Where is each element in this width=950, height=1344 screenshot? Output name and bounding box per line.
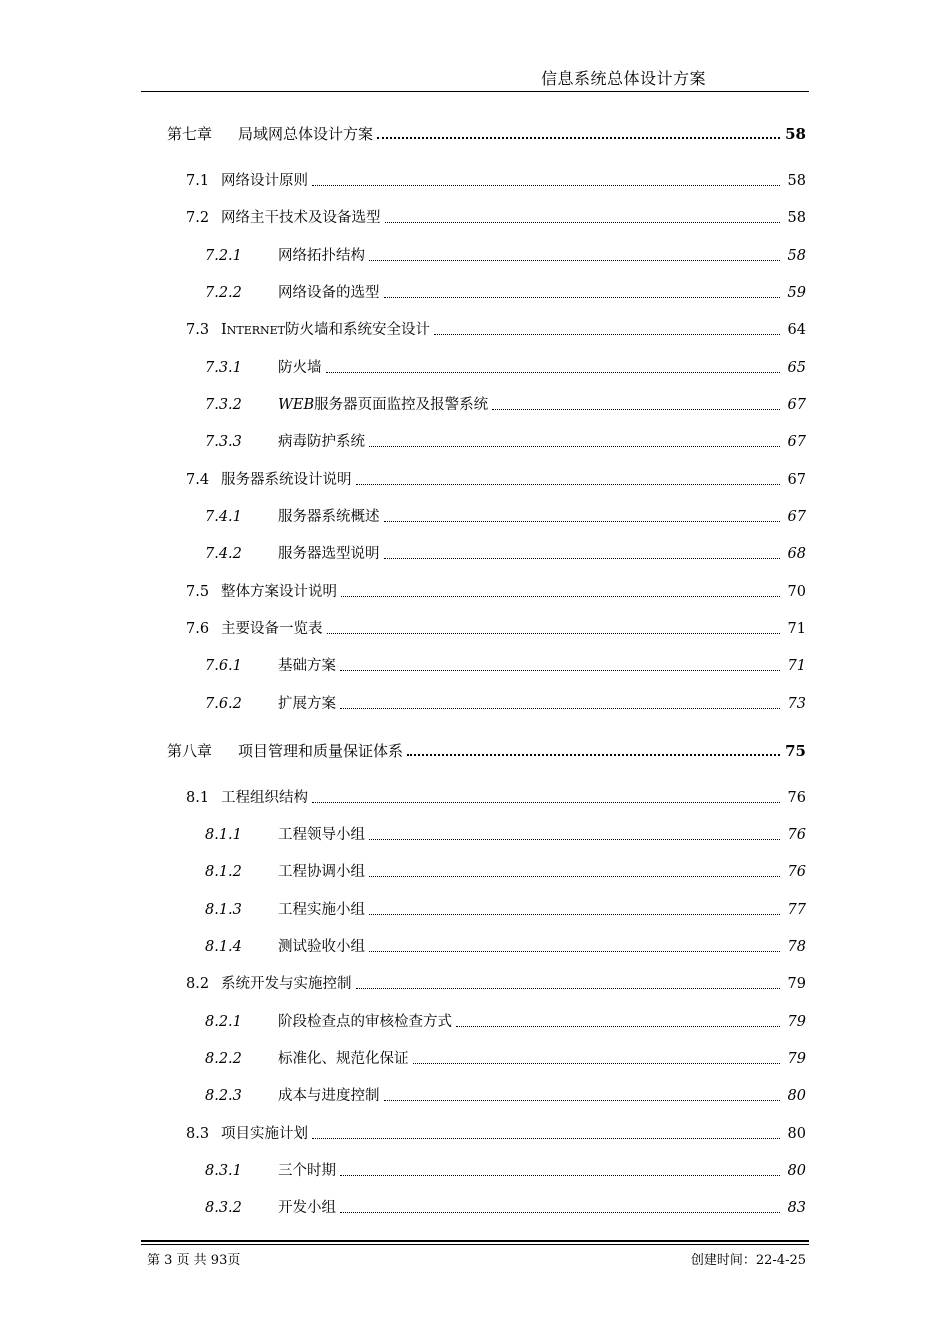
toc-entry-number: 8.1.1 xyxy=(205,827,242,843)
toc-dot-leader xyxy=(312,162,780,186)
toc-entry-title xyxy=(278,654,336,678)
toc-entry-title xyxy=(278,692,336,716)
toc-entry-number: 7.2 xyxy=(186,210,210,226)
toc-entry-title-smallcaps: NTERNET xyxy=(226,324,285,337)
toc-entry-page-number: 80 xyxy=(787,1126,806,1142)
footer-rule xyxy=(141,1240,809,1242)
toc-entry-title xyxy=(221,580,337,604)
toc-entry-page-number: 80 xyxy=(787,1163,806,1179)
toc-subsection-entry[interactable] xyxy=(0,244,950,268)
toc-entry-page-number: 65 xyxy=(787,360,806,376)
toc-entry-title-text: 项目实施计划 xyxy=(221,1126,308,1142)
toc-dot-leader xyxy=(369,237,780,261)
toc-entry-title xyxy=(278,393,488,417)
toc-subsection-entry[interactable] xyxy=(0,935,950,959)
toc-entry-page-number: 79 xyxy=(787,1014,806,1030)
toc-entry-number: 7.1 xyxy=(186,173,210,189)
toc-entry-title-text: 开发小组 xyxy=(278,1200,336,1216)
toc-subsection-entry[interactable] xyxy=(0,430,950,454)
toc-entry-page-number: 67 xyxy=(787,509,806,525)
toc-entry-page-number: 68 xyxy=(787,546,806,562)
toc-dot-leader xyxy=(492,386,780,410)
toc-section-entry[interactable] xyxy=(0,468,950,492)
toc-entry-page-number: 80 xyxy=(787,1088,806,1104)
toc-entry-page-number: 78 xyxy=(787,939,806,955)
toc-entry-title-text: 服务器系统设计说明 xyxy=(221,472,352,488)
toc-chapter-entry[interactable] xyxy=(0,122,950,146)
toc-entry-title xyxy=(278,823,365,847)
toc-dot-leader xyxy=(340,1152,780,1176)
toc-section-entry[interactable] xyxy=(0,169,950,193)
toc-dot-leader xyxy=(340,647,780,671)
toc-entry-number: 8.1.3 xyxy=(205,902,242,918)
toc-section-entry[interactable] xyxy=(0,1122,950,1146)
toc-entry-number: 8.1.4 xyxy=(205,939,242,955)
toc-dot-leader xyxy=(340,1189,780,1213)
toc-entry-title-text: 网络设备的选型 xyxy=(278,285,380,301)
toc-dot-leader xyxy=(385,199,780,223)
toc-entry-page-number: 75 xyxy=(785,742,806,760)
toc-dot-leader xyxy=(326,349,780,373)
toc-entry-title-text: 网络拓扑结构 xyxy=(278,248,365,264)
toc-entry-number: 8.2.1 xyxy=(205,1014,242,1030)
toc-entry-title xyxy=(278,1196,336,1220)
toc-subsection-entry[interactable] xyxy=(0,1196,950,1220)
toc-entry-page-number: 73 xyxy=(787,696,806,712)
toc-entry-title xyxy=(278,1084,380,1108)
toc-entry-title-text: 工程组织结构 xyxy=(221,790,308,806)
toc-entry-number: 7.4.1 xyxy=(205,509,242,525)
toc-entry-number: 7.5 xyxy=(186,584,210,600)
toc-entry-number: 7.6.2 xyxy=(205,696,242,712)
toc-entry-title xyxy=(238,122,373,146)
toc-entry-title-text: 服务器系统概述 xyxy=(278,509,380,525)
toc-entry-title-text: 基础方案 xyxy=(278,658,336,674)
toc-dot-leader xyxy=(384,498,780,522)
toc-subsection-entry[interactable] xyxy=(0,898,950,922)
toc-entry-number: 7.3 xyxy=(186,322,210,338)
header-rule xyxy=(141,91,809,92)
toc-dot-leader xyxy=(413,1040,780,1064)
toc-entry-number: 8.3.1 xyxy=(205,1163,242,1179)
toc-entry-title-text: 成本与进度控制 xyxy=(278,1088,380,1104)
toc-entry-title xyxy=(221,169,308,193)
toc-entry-page-number: 76 xyxy=(787,827,806,843)
toc-entry-title-prefix: WEB xyxy=(278,397,315,413)
toc-subsection-entry[interactable] xyxy=(0,1159,950,1183)
toc-entry-page-number: 76 xyxy=(787,790,806,806)
toc-entry-title xyxy=(278,935,365,959)
toc-subsection-entry[interactable] xyxy=(0,692,950,716)
toc-entry-number: 第七章 xyxy=(167,125,213,143)
toc-entry-page-number: 58 xyxy=(785,125,806,143)
toc-entry-page-number: 71 xyxy=(787,621,806,637)
toc-entry-page-number: 71 xyxy=(787,658,806,674)
toc-entry-title-text: 项目管理和质量保证体系 xyxy=(238,742,404,760)
toc-entry-page-number: 59 xyxy=(787,285,806,301)
toc-entry-title-text: 测试验收小组 xyxy=(278,939,365,955)
toc-dot-leader xyxy=(384,274,780,298)
toc-entry-title-text: 三个时期 xyxy=(278,1163,336,1179)
toc-dot-leader xyxy=(341,573,780,597)
toc-entry-title-text: 网络设计原则 xyxy=(221,173,308,189)
toc-entry-number: 7.6 xyxy=(186,621,210,637)
toc-entry-title-text: 阶段检查点的审核检查方式 xyxy=(278,1014,452,1030)
toc-entry-number: 7.6.1 xyxy=(205,658,242,674)
toc-entry-title xyxy=(238,739,403,763)
toc-entry-title-text: 防火墙和系统安全设计 xyxy=(285,322,430,338)
toc-entry-number: 7.2.2 xyxy=(205,285,242,301)
toc-entry-number: 7.3.2 xyxy=(205,397,242,413)
toc-entry-title-text: 工程领导小组 xyxy=(278,827,365,843)
toc-entry-title-text: 防火墙 xyxy=(278,360,322,376)
toc-section-entry[interactable] xyxy=(0,617,950,641)
toc-subsection-entry[interactable] xyxy=(0,654,950,678)
toc-entry-number: 7.4 xyxy=(186,472,210,488)
toc-entry-number: 8.1 xyxy=(186,790,210,806)
footer-page-number: 第 3 页 共 93页 xyxy=(147,1253,241,1268)
toc-dot-leader xyxy=(377,115,780,139)
toc-dot-leader xyxy=(434,311,780,335)
toc-dot-leader xyxy=(369,816,780,840)
toc-subsection-entry[interactable] xyxy=(0,542,950,566)
toc-entry-page-number: 79 xyxy=(787,1051,806,1067)
toc-entry-title xyxy=(221,972,352,996)
toc-entry-title-text: 服务器选型说明 xyxy=(278,546,380,562)
toc-entry-title xyxy=(278,860,365,884)
toc-entry-title xyxy=(221,786,308,810)
toc-dot-leader xyxy=(356,461,780,485)
toc-entry-title-text: 网络主干技术及设备选型 xyxy=(221,210,381,226)
toc-entry-title-text: 系统开发与实施控制 xyxy=(221,976,352,992)
toc-entry-title xyxy=(278,1047,409,1071)
toc-entry-number: 8.2.2 xyxy=(205,1051,242,1067)
toc-dot-leader xyxy=(356,965,780,989)
toc-dot-leader xyxy=(312,1115,780,1139)
toc-entry-number: 7.4.2 xyxy=(205,546,242,562)
toc-entry-page-number: 76 xyxy=(787,864,806,880)
toc-entry-title xyxy=(278,898,365,922)
toc-entry-number: 8.2 xyxy=(186,976,210,992)
toc-entry-page-number: 70 xyxy=(787,584,806,600)
toc-entry-title-text: 标准化、规范化保证 xyxy=(278,1051,409,1067)
toc-entry-title-text: 局域网总体设计方案 xyxy=(238,125,374,143)
toc-subsection-entry[interactable] xyxy=(0,823,950,847)
toc-entry-number: 7.3.1 xyxy=(205,360,242,376)
toc-section-entry[interactable] xyxy=(0,972,950,996)
toc-subsection-entry[interactable] xyxy=(0,1084,950,1108)
toc-subsection-entry[interactable] xyxy=(0,505,950,529)
toc-dot-leader xyxy=(407,732,780,756)
toc-entry-page-number: 67 xyxy=(787,397,806,413)
toc-entry-title xyxy=(278,1010,452,1034)
toc-entry-page-number: 67 xyxy=(787,434,806,450)
toc-subsection-entry[interactable] xyxy=(0,393,950,417)
toc-entry-title xyxy=(221,206,381,230)
toc-entry-title-text: 主要设备一览表 xyxy=(221,621,323,637)
toc-dot-leader xyxy=(312,779,780,803)
toc-section-entry[interactable] xyxy=(0,206,950,230)
toc-entry-title xyxy=(278,356,322,380)
footer-created-date: 创建时间：22-4-25 xyxy=(690,1253,806,1268)
toc-subsection-entry[interactable] xyxy=(0,281,950,305)
toc-entry-number: 8.3.2 xyxy=(205,1200,242,1216)
toc-entry-page-number: 83 xyxy=(787,1200,806,1216)
toc-entry-number: 8.1.2 xyxy=(205,864,242,880)
toc-subsection-entry[interactable] xyxy=(0,1010,950,1034)
toc-dot-leader xyxy=(340,685,780,709)
toc-entry-title xyxy=(278,430,365,454)
toc-entry-number: 8.2.3 xyxy=(205,1088,242,1104)
toc-entry-number: 7.2.1 xyxy=(205,248,242,264)
toc-entry-title xyxy=(221,1122,308,1146)
toc-section-entry[interactable] xyxy=(0,786,950,810)
toc-entry-title xyxy=(278,244,365,268)
toc-entry-number: 8.3 xyxy=(186,1126,210,1142)
toc-dot-leader xyxy=(384,535,780,559)
toc-entry-title xyxy=(278,542,380,566)
toc-dot-leader xyxy=(384,1077,780,1101)
toc-entry-page-number: 58 xyxy=(787,173,806,189)
toc-entry-title-text: 病毒防护系统 xyxy=(278,434,365,450)
toc-entry-number: 第八章 xyxy=(167,742,213,760)
toc-entry-page-number: 58 xyxy=(787,210,806,226)
toc-entry-page-number: 64 xyxy=(787,322,806,338)
toc-subsection-entry[interactable] xyxy=(0,1047,950,1071)
toc-dot-leader xyxy=(456,1003,780,1027)
toc-dot-leader xyxy=(369,891,780,915)
toc-subsection-entry[interactable] xyxy=(0,860,950,884)
toc-entry-title-text: 服务器页面监控及报警系统 xyxy=(314,397,489,413)
toc-entry-title-text: 工程协调小组 xyxy=(278,864,365,880)
toc-section-entry[interactable] xyxy=(0,580,950,604)
toc-chapter-entry[interactable] xyxy=(0,739,950,763)
toc-entry-title-text: 整体方案设计说明 xyxy=(221,584,337,600)
toc-dot-leader xyxy=(327,610,780,634)
toc-entry-title xyxy=(278,281,380,305)
toc-entry-page-number: 77 xyxy=(787,902,806,918)
toc-entry-number: 7.3.3 xyxy=(205,434,242,450)
toc-entry-title-text: 工程实施小组 xyxy=(278,902,365,918)
toc-dot-leader xyxy=(369,853,780,877)
toc-subsection-entry[interactable] xyxy=(0,356,950,380)
toc-entry-page-number: 67 xyxy=(787,472,806,488)
toc-entry-title xyxy=(221,617,323,641)
toc-entry-page-number: 79 xyxy=(787,976,806,992)
toc-dot-leader xyxy=(369,423,780,447)
footer-rule-thin xyxy=(141,1244,809,1245)
document-header-title: 信息系统总体设计方案 xyxy=(540,69,706,88)
toc-dot-leader xyxy=(369,928,780,952)
toc-entry-title xyxy=(221,318,430,343)
toc-entry-title xyxy=(278,505,380,529)
toc-entry-title xyxy=(278,1159,336,1183)
toc-entry-title xyxy=(221,468,352,492)
toc-entry-page-number: 58 xyxy=(787,248,806,264)
toc-section-entry[interactable] xyxy=(0,318,950,342)
toc-entry-title-prefix: I xyxy=(221,322,227,338)
toc-entry-title-text: 扩展方案 xyxy=(278,696,336,712)
